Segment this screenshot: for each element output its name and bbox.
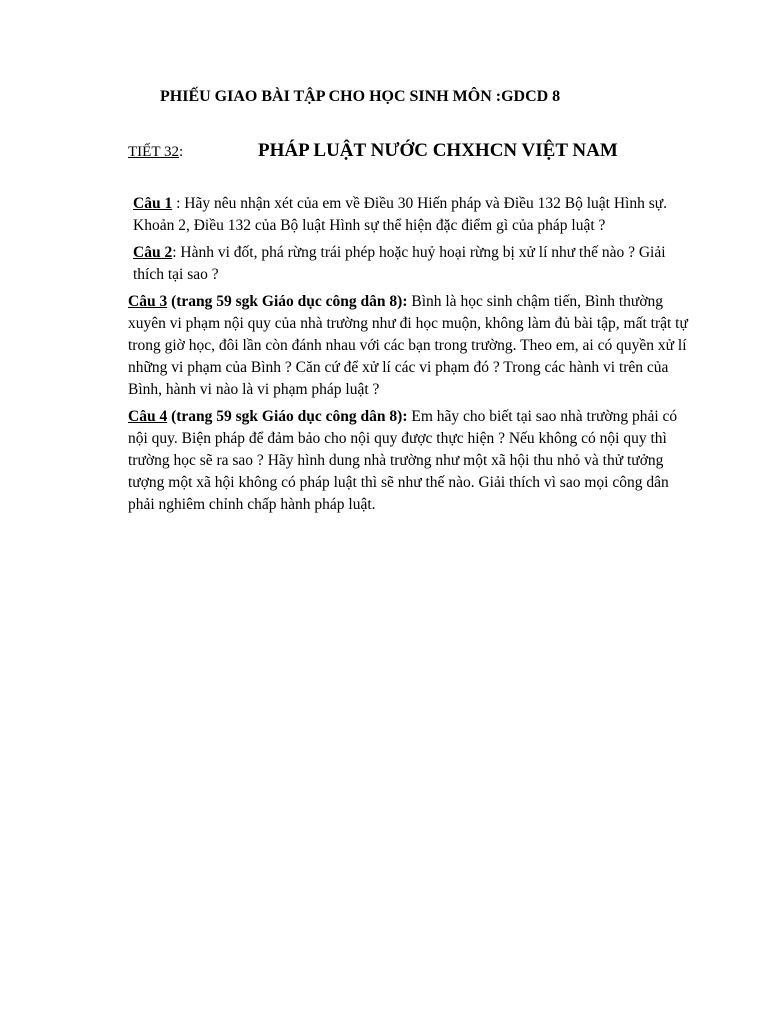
question-label: Câu 3 <box>128 293 168 310</box>
question-1 <box>128 193 694 237</box>
question-text: Hãy nêu nhận xét của em về Điều 30 Hiến pháp và Điều 132 Bộ luật Hình sự. Khoản 2, Điều 132 của Bộ luật Hình sự thể hiện đặc điểm gì của pháp luật ? <box>133 195 668 234</box>
question-label: Câu 2 <box>133 244 173 261</box>
lesson-label <box>128 144 183 161</box>
question-text: Hành vi đốt, phá rừng trái phép hoặc huỷ hoại rừng bị xử lí như thế nào ? Giải thích tại sao ? <box>133 244 666 283</box>
question-label: Câu 1 <box>133 195 173 212</box>
question-text: Bình là học sinh chậm tiến, Bình thường xuyên vi phạm nội quy của nhà trường như đi học muộn, không làm đủ bài tập, mất trật tự trong giờ học, đôi lần còn đánh nhau với các bạn trong trường. Theo em, ai có quyền xử lí những vi phạm của Bình ? Căn cứ để xử lí các vi phạm đó ? Trong các hành vi trên của Bình, hành vi nào là vi phạm pháp luật ? <box>128 293 688 398</box>
lesson-row <box>128 140 688 168</box>
lesson-colon: : <box>178 144 184 160</box>
question-separator: : <box>172 244 181 261</box>
question-reference: (trang 59 sgk Giáo dục công dân 8): <box>167 408 408 425</box>
question-list <box>128 193 694 521</box>
question-reference: (trang 59 sgk Giáo dục công dân 8): <box>167 293 408 310</box>
question-separator: : <box>172 195 185 212</box>
question-label: Câu 4 <box>128 408 168 425</box>
question-text: Em hãy cho biết tại sao nhà trường phải có nội quy. Biện pháp để đảm bảo cho nội quy được thực hiện ? Nếu không có nội quy thì trường học sẽ ra sao ? Hãy hình dung nhà trường như một xã hội thu nhỏ và thử tưởng tượng một xã hội không có pháp luật thì sẽ như thế nào. Giải thích vì sao mọi công dân phải nghiêm chỉnh chấp hành pháp luật. <box>128 408 678 513</box>
worksheet-heading: PHIẾU GIAO BÀI TẬP CHO HỌC SINH MÔN :GDCD 8 <box>160 88 561 105</box>
question-4 <box>128 406 694 516</box>
lesson-number: TIẾT 32 <box>128 144 179 160</box>
question-2 <box>128 242 694 286</box>
question-3 <box>128 291 694 401</box>
lesson-title: PHÁP LUẬT NƯỚC CHXHCN VIỆT NAM <box>258 140 618 161</box>
